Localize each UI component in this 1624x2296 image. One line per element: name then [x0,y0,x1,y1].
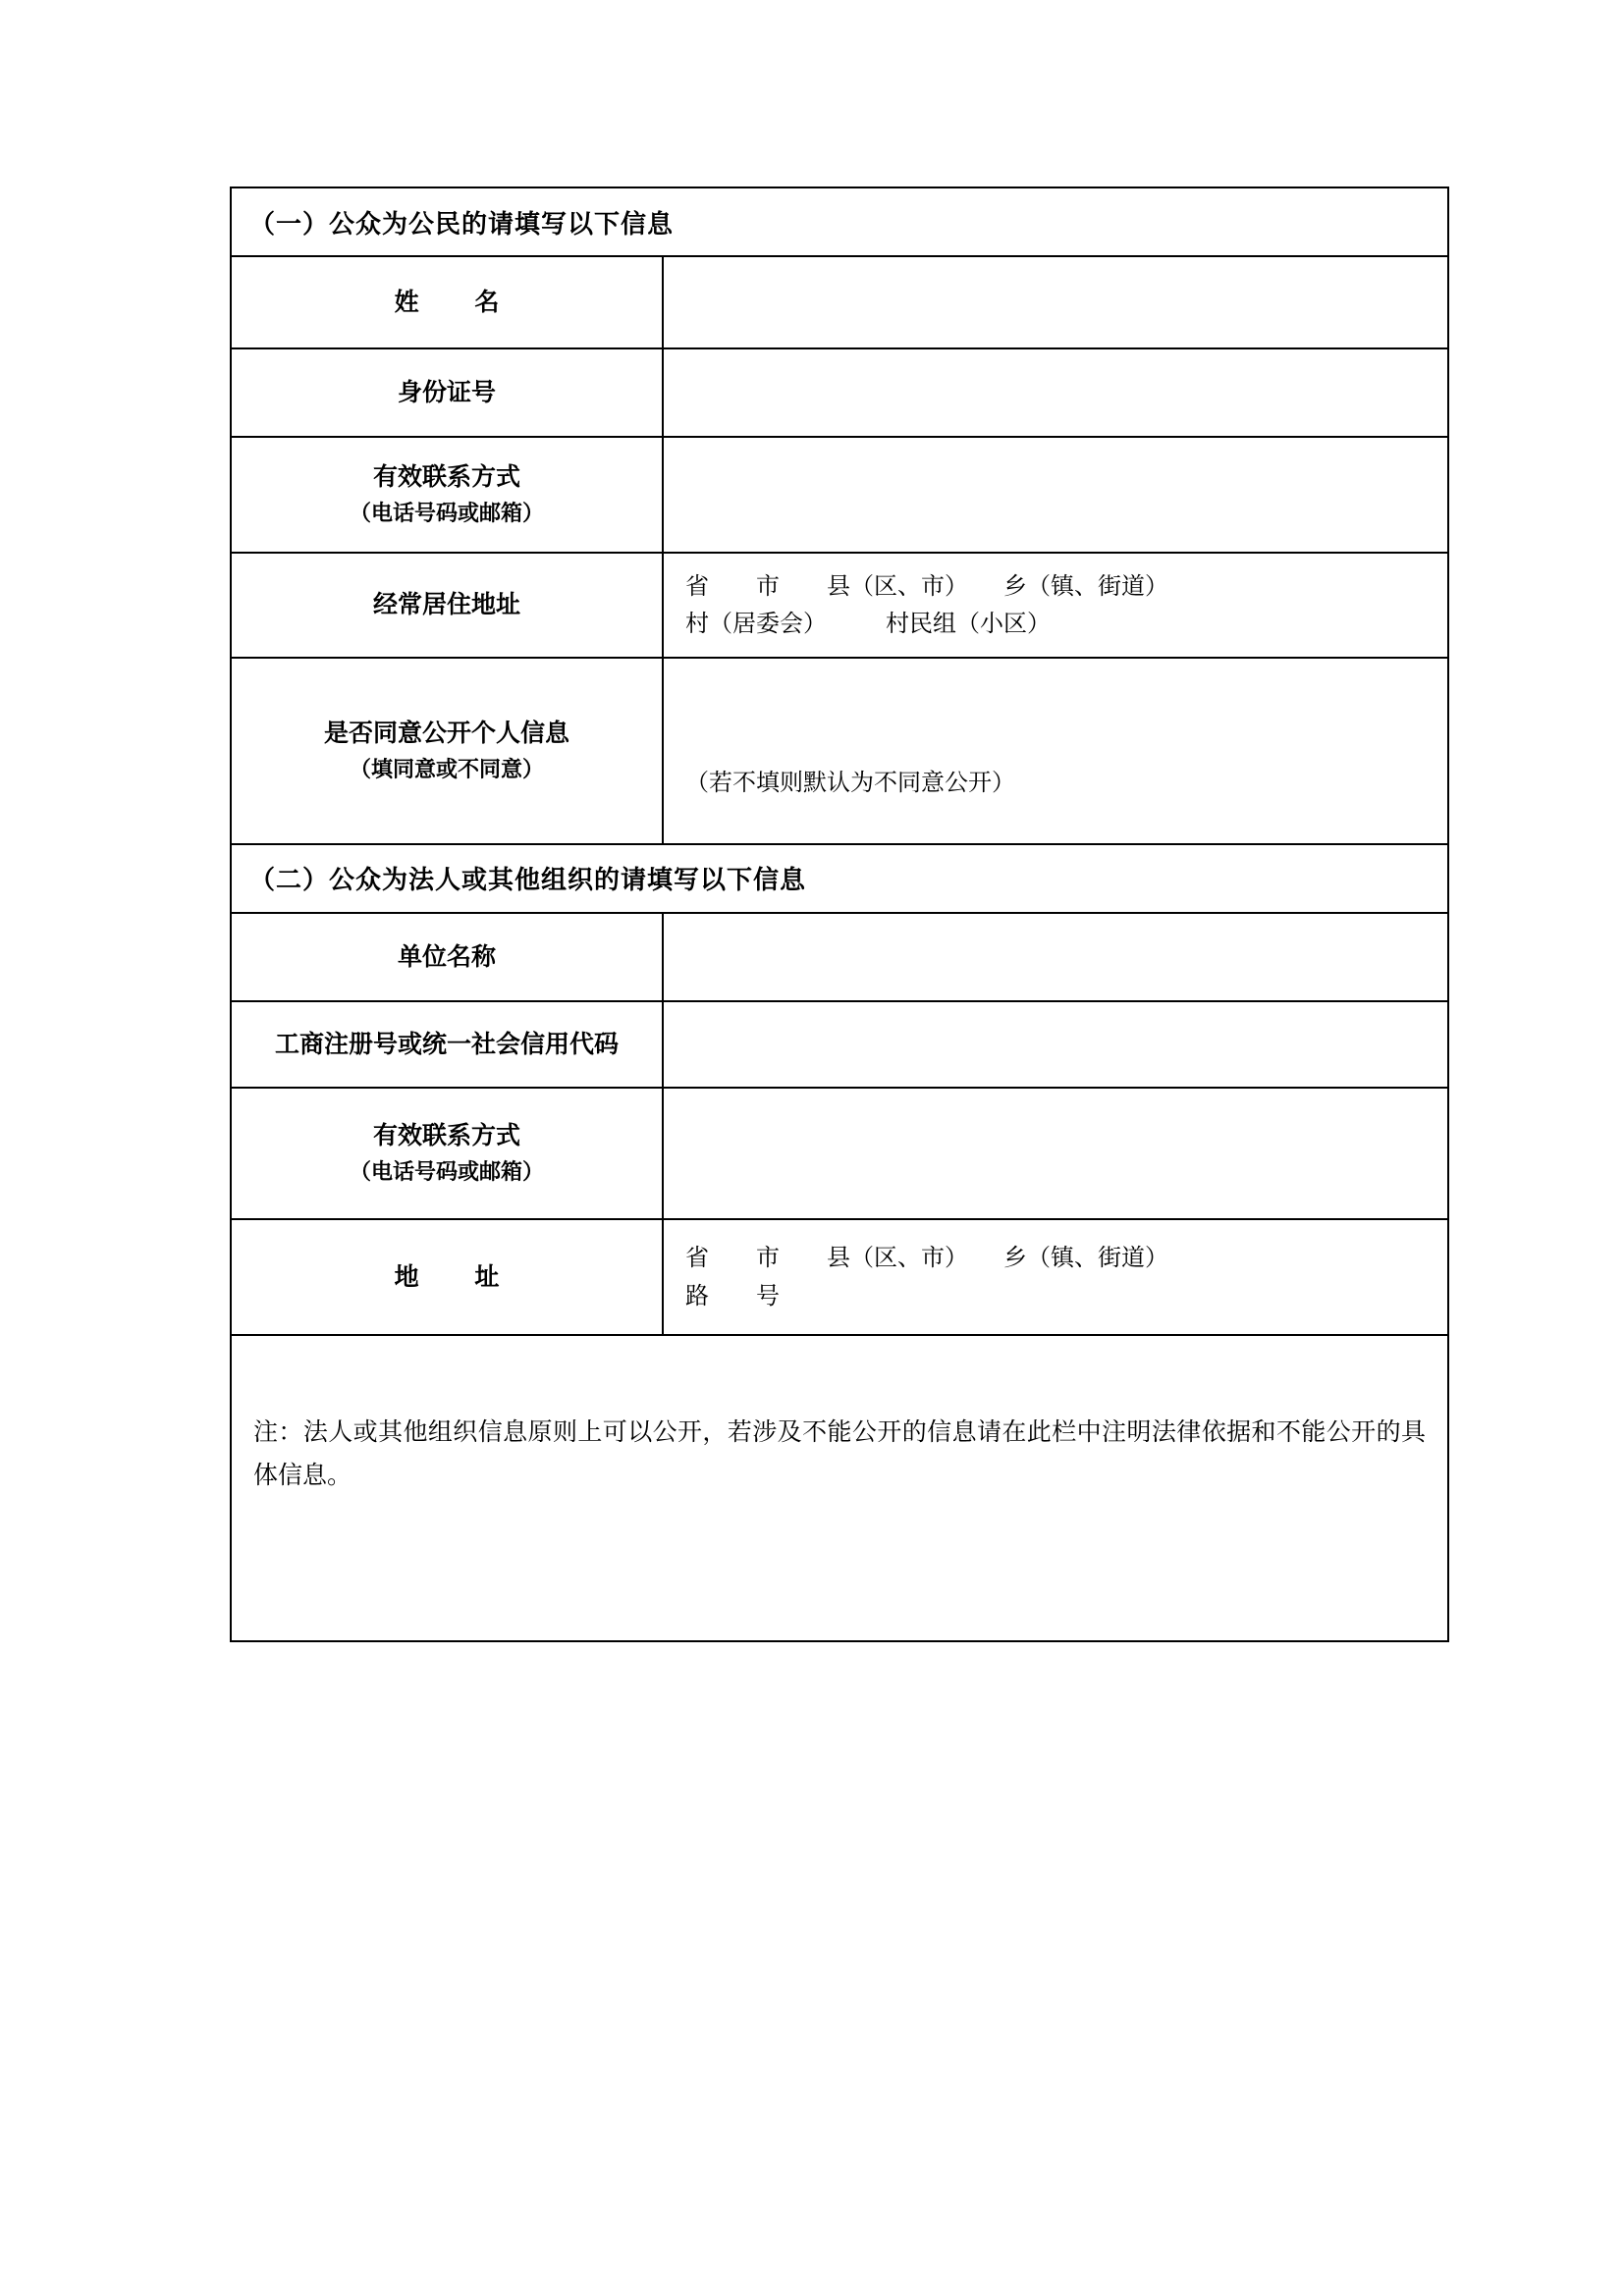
table-row [231,1001,1448,1088]
label-registration-code [231,1001,663,1088]
field-id-number-value[interactable] [663,348,1448,437]
footnote-row [231,1335,1448,1641]
table-row [231,553,1448,658]
public-information-form [230,187,1449,1642]
field-residence-address-value[interactable] [663,553,1448,658]
label-unit-name-text: 单位名称 [397,941,496,971]
table-row [231,658,1448,844]
organization-address-line-1: 省 市 县（区、市） 乡（镇、街道） [685,1244,1168,1272]
label-contact-citizen-text: 有效联系方式 [372,461,520,491]
label-id-number [231,348,663,437]
field-contact-organization-value[interactable] [663,1088,1448,1219]
label-id-number-text: 身份证号 [397,377,496,406]
table-row [231,1088,1448,1219]
label-name [231,256,663,348]
label-contact-organization-sub: （电话号码或邮箱） [349,1159,544,1185]
label-contact-organization-text: 有效联系方式 [372,1120,520,1149]
field-contact-citizen-value[interactable] [663,437,1448,553]
table-row [231,913,1448,1001]
table-row [231,348,1448,437]
table-row [231,256,1448,348]
field-consent-disclosure-value[interactable] [663,658,1448,844]
section-heading-citizen: （一）公众为公民的请填写以下信息 [231,187,1448,256]
label-name-text: 姓 名 [394,287,523,316]
footnote-text: 注：法人或其他组织信息原则上可以公开，若涉及不能公开的信息请在此栏中注明法律依据和不能公开的具体信息。 [231,1335,1448,1641]
field-registration-code-value[interactable] [663,1001,1448,1088]
table-row [231,437,1448,553]
label-contact-organization [231,1088,663,1219]
label-contact-citizen-sub: （电话号码或邮箱） [349,502,544,527]
label-unit-name [231,913,663,1001]
table-row [231,1219,1448,1335]
section-header-row-citizen [231,187,1448,256]
section-heading-organization: （二）公众为法人或其他组织的请填写以下信息 [231,844,1448,913]
label-registration-code-text: 工商注册号或统一社会信用代码 [274,1029,619,1058]
section-header-row-organization [231,844,1448,913]
label-consent-disclosure-text: 是否同意公开个人信息 [323,718,569,747]
label-organization-address-text: 地 址 [394,1261,523,1291]
label-residence-address-text: 经常居住地址 [372,590,520,619]
field-organization-address-value[interactable] [663,1219,1448,1335]
organization-address-line-2: 路 号 [685,1281,780,1309]
label-organization-address [231,1219,663,1335]
residence-address-line-1: 省 市 县（区、市） 乡（镇、街道） [685,572,1168,600]
field-name-value[interactable] [663,256,1448,348]
residence-address-line-2: 村（居委会） 村民组（小区） [685,610,1051,638]
label-residence-address [231,553,663,658]
label-consent-disclosure [231,658,663,844]
label-contact-citizen [231,437,663,553]
field-unit-name-value[interactable] [663,913,1448,1001]
consent-default-note: （若不填则默认为不同意公开） [685,769,1015,797]
label-consent-disclosure-sub: （填同意或不同意） [349,757,544,782]
